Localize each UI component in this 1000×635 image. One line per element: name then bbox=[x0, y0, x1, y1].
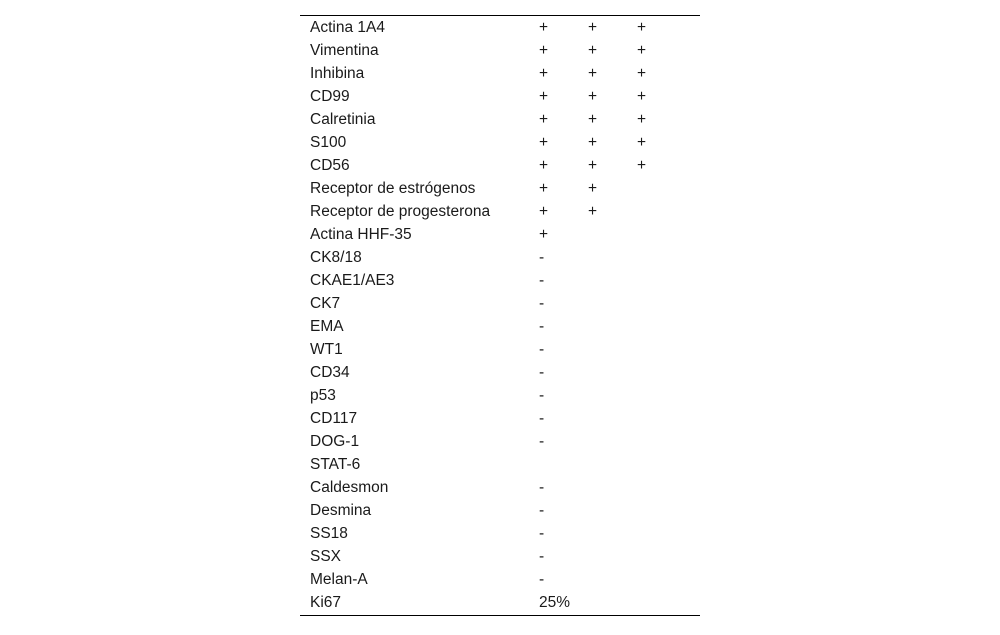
marker-name: Actina 1A4 bbox=[310, 19, 385, 36]
table-row bbox=[300, 385, 700, 408]
marker-name: Receptor de estrógenos bbox=[310, 180, 476, 197]
marker-name: WT1 bbox=[310, 341, 343, 358]
result-col-1: - bbox=[539, 295, 545, 312]
marker-name: SS18 bbox=[310, 525, 348, 542]
result-col-1: - bbox=[539, 479, 545, 496]
marker-name: CD99 bbox=[310, 88, 350, 105]
table-row bbox=[300, 500, 700, 523]
marker-name: CK8/18 bbox=[310, 249, 362, 266]
table-row bbox=[300, 178, 700, 201]
result-col-1: - bbox=[539, 341, 545, 358]
table-row bbox=[300, 63, 700, 86]
result-col-1: - bbox=[539, 548, 545, 565]
marker-name: CKAE1/AE3 bbox=[310, 272, 395, 289]
result-col-3: + bbox=[637, 19, 647, 36]
marker-name: Inhibina bbox=[310, 65, 365, 82]
result-col-3: + bbox=[637, 111, 647, 128]
table-row bbox=[300, 339, 700, 362]
marker-name: STAT-6 bbox=[310, 456, 361, 473]
marker-name: Caldesmon bbox=[310, 479, 389, 496]
marker-name: SSX bbox=[310, 548, 342, 565]
table-row bbox=[300, 408, 700, 431]
result-col-1: + bbox=[539, 88, 549, 105]
result-col-2: + bbox=[588, 88, 598, 105]
result-col-1: - bbox=[539, 525, 545, 542]
marker-name: CD56 bbox=[310, 157, 350, 174]
table-row bbox=[300, 477, 700, 500]
table-row bbox=[300, 362, 700, 385]
table-row bbox=[300, 109, 700, 132]
result-col-1: - bbox=[539, 433, 545, 450]
result-col-2: + bbox=[588, 19, 598, 36]
result-col-1: + bbox=[539, 203, 549, 220]
marker-name: Vimentina bbox=[310, 42, 379, 59]
table-row bbox=[300, 40, 700, 63]
table-row bbox=[300, 316, 700, 339]
result-col-2: + bbox=[588, 157, 598, 174]
table-row bbox=[300, 523, 700, 546]
marker-name: Calretinia bbox=[310, 111, 376, 128]
marker-name: CK7 bbox=[310, 295, 341, 312]
result-col-1: - bbox=[539, 387, 545, 404]
table-row bbox=[300, 592, 700, 615]
marker-name: Desmina bbox=[310, 502, 372, 519]
result-col-1: + bbox=[539, 157, 549, 174]
marker-name: Receptor de progesterona bbox=[310, 203, 491, 220]
result-col-1: - bbox=[539, 410, 545, 427]
result-col-2: + bbox=[588, 134, 598, 151]
table-row bbox=[300, 454, 700, 477]
marker-name: EMA bbox=[310, 318, 344, 335]
result-col-2: + bbox=[588, 65, 598, 82]
table-row bbox=[300, 546, 700, 569]
result-col-3: + bbox=[637, 65, 647, 82]
table-row bbox=[300, 224, 700, 247]
result-col-2: + bbox=[588, 42, 598, 59]
marker-name: p53 bbox=[310, 387, 336, 404]
table-row bbox=[300, 270, 700, 293]
result-col-3: + bbox=[637, 88, 647, 105]
result-col-3: + bbox=[637, 134, 647, 151]
result-col-1: - bbox=[539, 272, 545, 289]
result-col-3: + bbox=[637, 157, 647, 174]
table-row bbox=[300, 569, 700, 592]
table-row bbox=[300, 86, 700, 109]
table-body bbox=[300, 17, 700, 615]
table-row bbox=[300, 247, 700, 270]
marker-name: Ki67 bbox=[310, 594, 342, 611]
table-row bbox=[300, 132, 700, 155]
result-col-2: + bbox=[588, 203, 598, 220]
table-row bbox=[300, 293, 700, 316]
result-col-2: + bbox=[588, 180, 598, 197]
result-col-1: + bbox=[539, 19, 549, 36]
marker-name: Actina HHF-35 bbox=[310, 226, 412, 243]
marker-name: DOG-1 bbox=[310, 433, 360, 450]
table-row bbox=[300, 155, 700, 178]
result-col-1: + bbox=[539, 180, 549, 197]
result-col-3: + bbox=[637, 42, 647, 59]
marker-name: Melan-A bbox=[310, 571, 368, 588]
table-row bbox=[300, 17, 700, 40]
result-col-1: + bbox=[539, 111, 549, 128]
result-col-1: + bbox=[539, 42, 549, 59]
result-col-1: - bbox=[539, 364, 545, 381]
result-col-2: + bbox=[588, 111, 598, 128]
result-col-1: - bbox=[539, 318, 545, 335]
result-col-1: + bbox=[539, 134, 549, 151]
marker-name: CD34 bbox=[310, 364, 350, 381]
immunohistochemistry-table bbox=[300, 15, 700, 616]
marker-name: CD117 bbox=[310, 410, 358, 427]
result-col-1: - bbox=[539, 249, 545, 266]
result-col-1: - bbox=[539, 502, 545, 519]
result-col-1: + bbox=[539, 226, 549, 243]
result-col-1: 25% bbox=[539, 594, 571, 611]
result-col-1: - bbox=[539, 571, 545, 588]
result-col-1: + bbox=[539, 65, 549, 82]
table-row bbox=[300, 201, 700, 224]
table-row bbox=[300, 431, 700, 454]
marker-name: S100 bbox=[310, 134, 347, 151]
